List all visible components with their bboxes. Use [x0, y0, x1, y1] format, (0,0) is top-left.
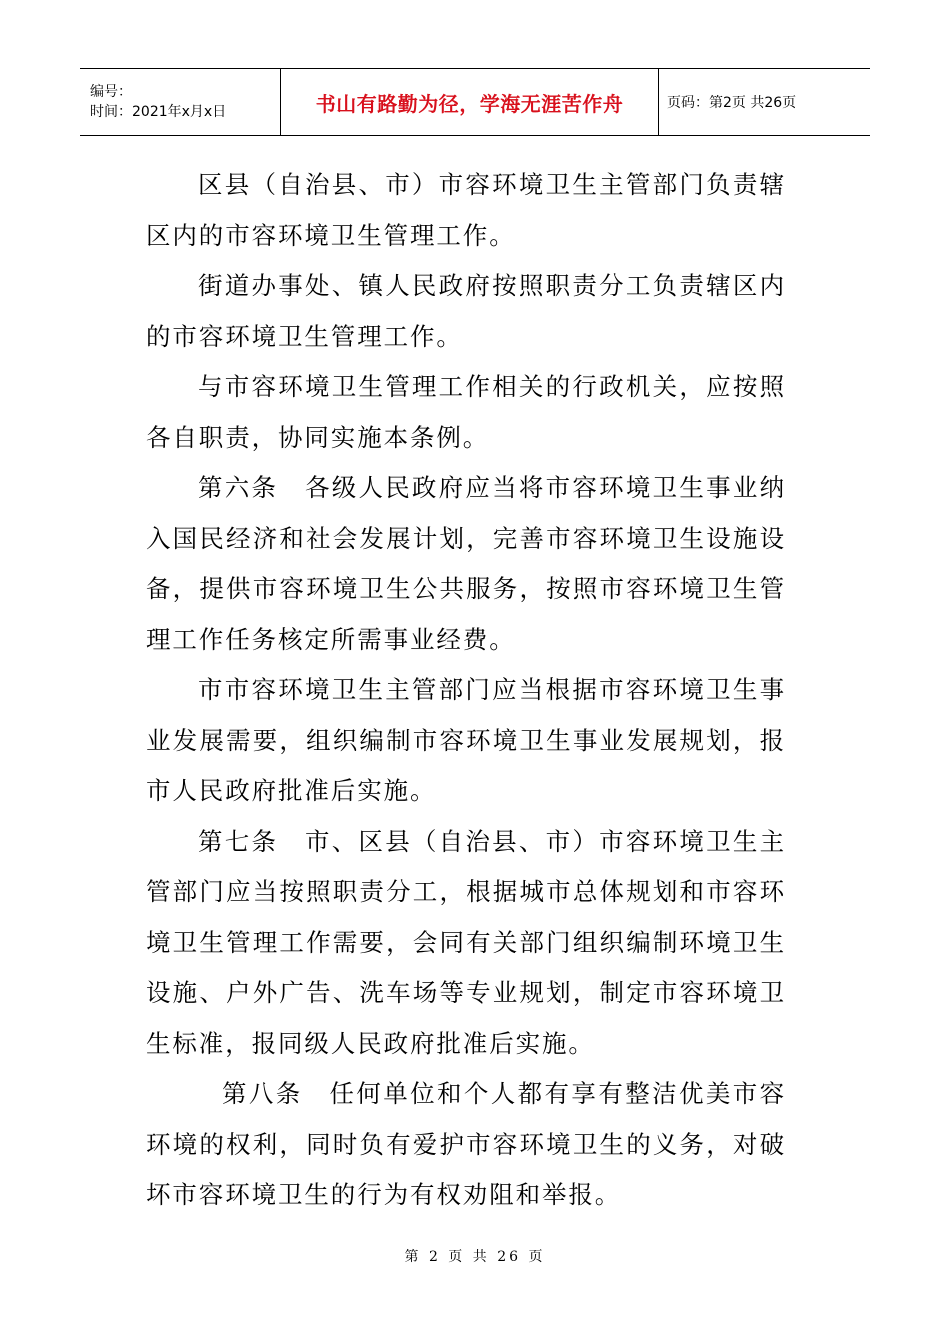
document-header	[80, 68, 870, 136]
document-body	[146, 160, 786, 1221]
page-footer: 第 2 页 共 26 页	[404, 1249, 546, 1265]
article-7: 第七条 市、区县（自治县、市）市容环境卫生主管部门应当按照职责分工，根据城市总体规划和市容环境卫生管理工作需要，会同有关部门组织编制环境卫生设施、户外广告、洗车场等专业规划，制定市容环境卫生标准，报同级人民政府批准后实施。	[146, 826, 786, 1058]
paragraph-1: 区县（自治县、市）市容环境卫生主管部门负责辖区内的市容环境卫生管理工作。	[146, 170, 786, 250]
article-8: 第八条 任何单位和个人都有享有整洁优美市容环境的权利，同时负有爱护市容环境卫生的义务，对破坏市容环境卫生的行为有权劝阻和举报。	[146, 1079, 786, 1209]
header-page-info: 页码：第2页 共26页	[667, 95, 797, 111]
paragraph-2: 街道办事处、镇人民政府按照职责分工负责辖区内的市容环境卫生管理工作。	[146, 271, 786, 351]
date-line: 时间：2021年x月x日	[90, 104, 227, 120]
article-6: 第六条 各级人民政府应当将市容环境卫生事业纳入国民经济和社会发展计划，完善市容环境卫生设施设备，提供市容环境卫生公共服务，按照市容环境卫生管理工作任务核定所需事业经费。	[146, 473, 786, 654]
paragraph-3: 与市容环境卫生管理工作相关的行政机关，应按照各自职责，协同实施本条例。	[146, 372, 786, 452]
header-motto: 书山有路勤为径，学海无涯苦作舟	[281, 69, 659, 135]
header-meta	[80, 69, 281, 135]
code-label: 编号：	[90, 84, 132, 100]
paragraph-5: 市市容环境卫生主管部门应当根据市容环境卫生事业发展需要，组织编制市容环境卫生事业发展规划，报市人民政府批准后实施。	[146, 675, 786, 805]
